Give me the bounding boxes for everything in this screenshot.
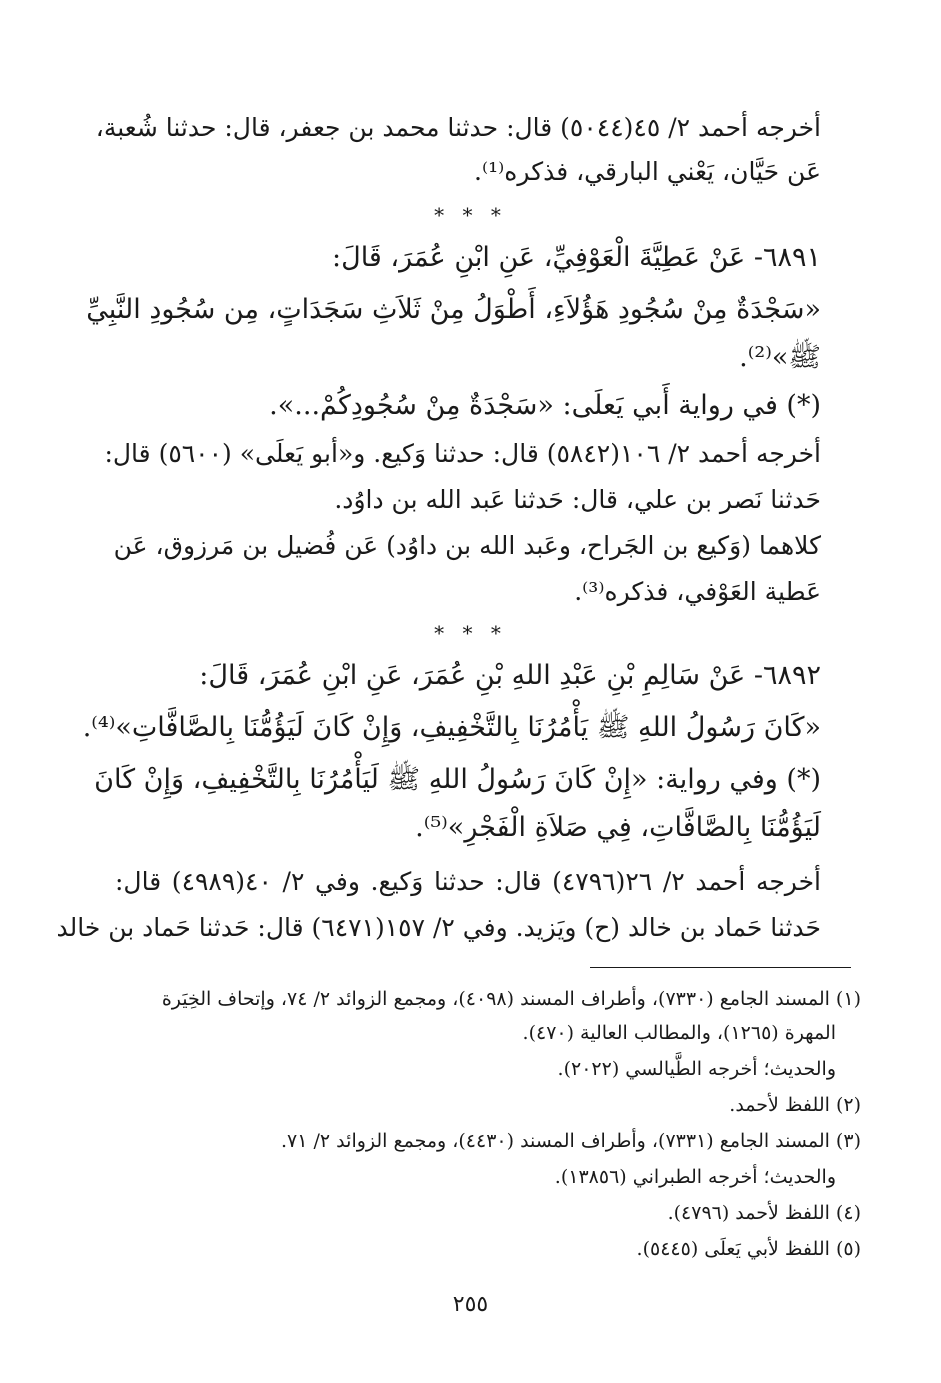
text-line-takhrij-5: أخرجه أحمد ٢/ ٢٦(٤٧٩٦) قال: حدثنا وَكيع. وفي ٢/ ٤٠(٤٩٨٩) قال:: [115, 867, 821, 896]
text-line-takhrij-2: حَدثنا نَصر بن علي، قال: حَدثنا عَبد الله بن داوُد.: [334, 485, 821, 514]
text-line-takhrij-3: كلاهما (وَكيع بن الجَراح، وعَبد الله بن داوُد) عَن فُضيل بن مَرزوق، عَن: [113, 531, 821, 560]
section-separator-stars-2: * * *: [434, 621, 507, 645]
footnote-5: (٥) اللفظ لأبي يَعلَى (٥٤٤٥).: [636, 1238, 861, 1260]
footnote-separator: [590, 967, 851, 968]
hadith-heading-6891: ٦٨٩١- عَنْ عَطِيَّةَ الْعَوْفِيِّ، عَنِ ابْنِ عُمَرَ، قَالَ:: [331, 242, 821, 273]
hadith-text-line-2: ﷺ»⁽²⁾.: [739, 342, 821, 373]
hadith-text-line-1: «سَجْدَةٌ مِنْ سُجُودِ هَؤُلاَءِ، أَطْوَلُ مِنْ ثَلاَثِ سَجَدَاتٍ، مِن سُجُودِ النَّبِيِّ: [86, 294, 821, 325]
hadith-heading-6892: ٦٨٩٢- عَنْ سَالِمِ بْنِ عَبْدِ اللهِ بْنِ عُمَرَ، عَنِ ابْنِ عُمَرَ، قَالَ:: [199, 660, 821, 691]
text-line-2: عَن حَيَّان، يَعْني البارقي، فذكره⁽¹⁾.: [474, 157, 821, 186]
hadith-text-6892: «كَانَ رَسُولُ اللهِ ﷺ يَأْمُرُنَا بِالتَّخْفِيفِ، وَإِنْ كَانَ لَيَؤُمُّنَا بِالصَّافَّاتِ»⁽⁴⁾.: [82, 712, 821, 743]
footnote-1-line-1: (١) المسند الجامع (٧٣٣٠)، وأطراف المسند (٤٠٩٨)، ومجمع الزوائد ٢/ ٧٤، وإتحاف الخِيَرة: [161, 988, 861, 1010]
footnote-1-line-3: والحديث؛ أخرجه الطَّيالسي (٢٠٢٢).: [557, 1058, 836, 1080]
text-line-1: أخرجه أحمد ٢/ ٤٥(٥٠٤٤) قال: حدثنا محمد بن جعفر، قال: حدثنا شُعبة،: [95, 113, 821, 142]
text-line-takhrij-6: حَدثنا حَماد بن خالد (ح) ويَزيد. وفي ٢/ ١٥٧(٦٤٧١) قال: حَدثنا حَماد بن خالد: [56, 913, 821, 942]
footnote-3-line-2: والحديث؛ أخرجه الطبراني (١٣٨٥٦).: [554, 1166, 836, 1188]
section-separator-stars: * * *: [434, 203, 507, 227]
variant-narration-6892-2: لَيَؤُمُّنَا بِالصَّافَّاتِ، فِي صَلاَةِ الْفَجْرِ»⁽⁵⁾.: [415, 812, 821, 843]
footnote-4: (٤) اللفظ لأحمد (٤٧٩٦).: [667, 1202, 861, 1224]
text-line-takhrij-1: أخرجه أحمد ٢/ ١٠٦(٥٨٤٢) قال: حدثنا وَكيع. و«أبو يَعلَى» (٥٦٠٠) قال:: [104, 439, 821, 468]
footnote-3-line-1: (٣) المسند الجامع (٧٣٣١)، وأطراف المسند (٤٤٣٠)، ومجمع الزوائد ٢/ ٧١.: [281, 1130, 861, 1152]
text-line-takhrij-4: عَطية العَوْفي، فذكره⁽³⁾.: [574, 577, 821, 606]
variant-narration-line: (*) في رواية أَبي يَعلَى: «سَجْدَةٌ مِنْ سُجُودِكُمْ...».: [269, 390, 821, 421]
footnote-2: (٢) اللفظ لأحمد.: [729, 1094, 861, 1116]
page-number: ٢٥٥: [452, 1292, 489, 1317]
variant-narration-6892-1: (*) وفي رواية: «إِنْ كَانَ رَسُولُ اللهِ ﷺ لَيَأْمُرُنَا بِالتَّخْفِيفِ، وَإِنْ كَانَ: [94, 764, 821, 795]
footnote-1-line-2: المهرة (١٢٦٥)، والمطالب العالية (٤٧٠).: [522, 1022, 836, 1044]
